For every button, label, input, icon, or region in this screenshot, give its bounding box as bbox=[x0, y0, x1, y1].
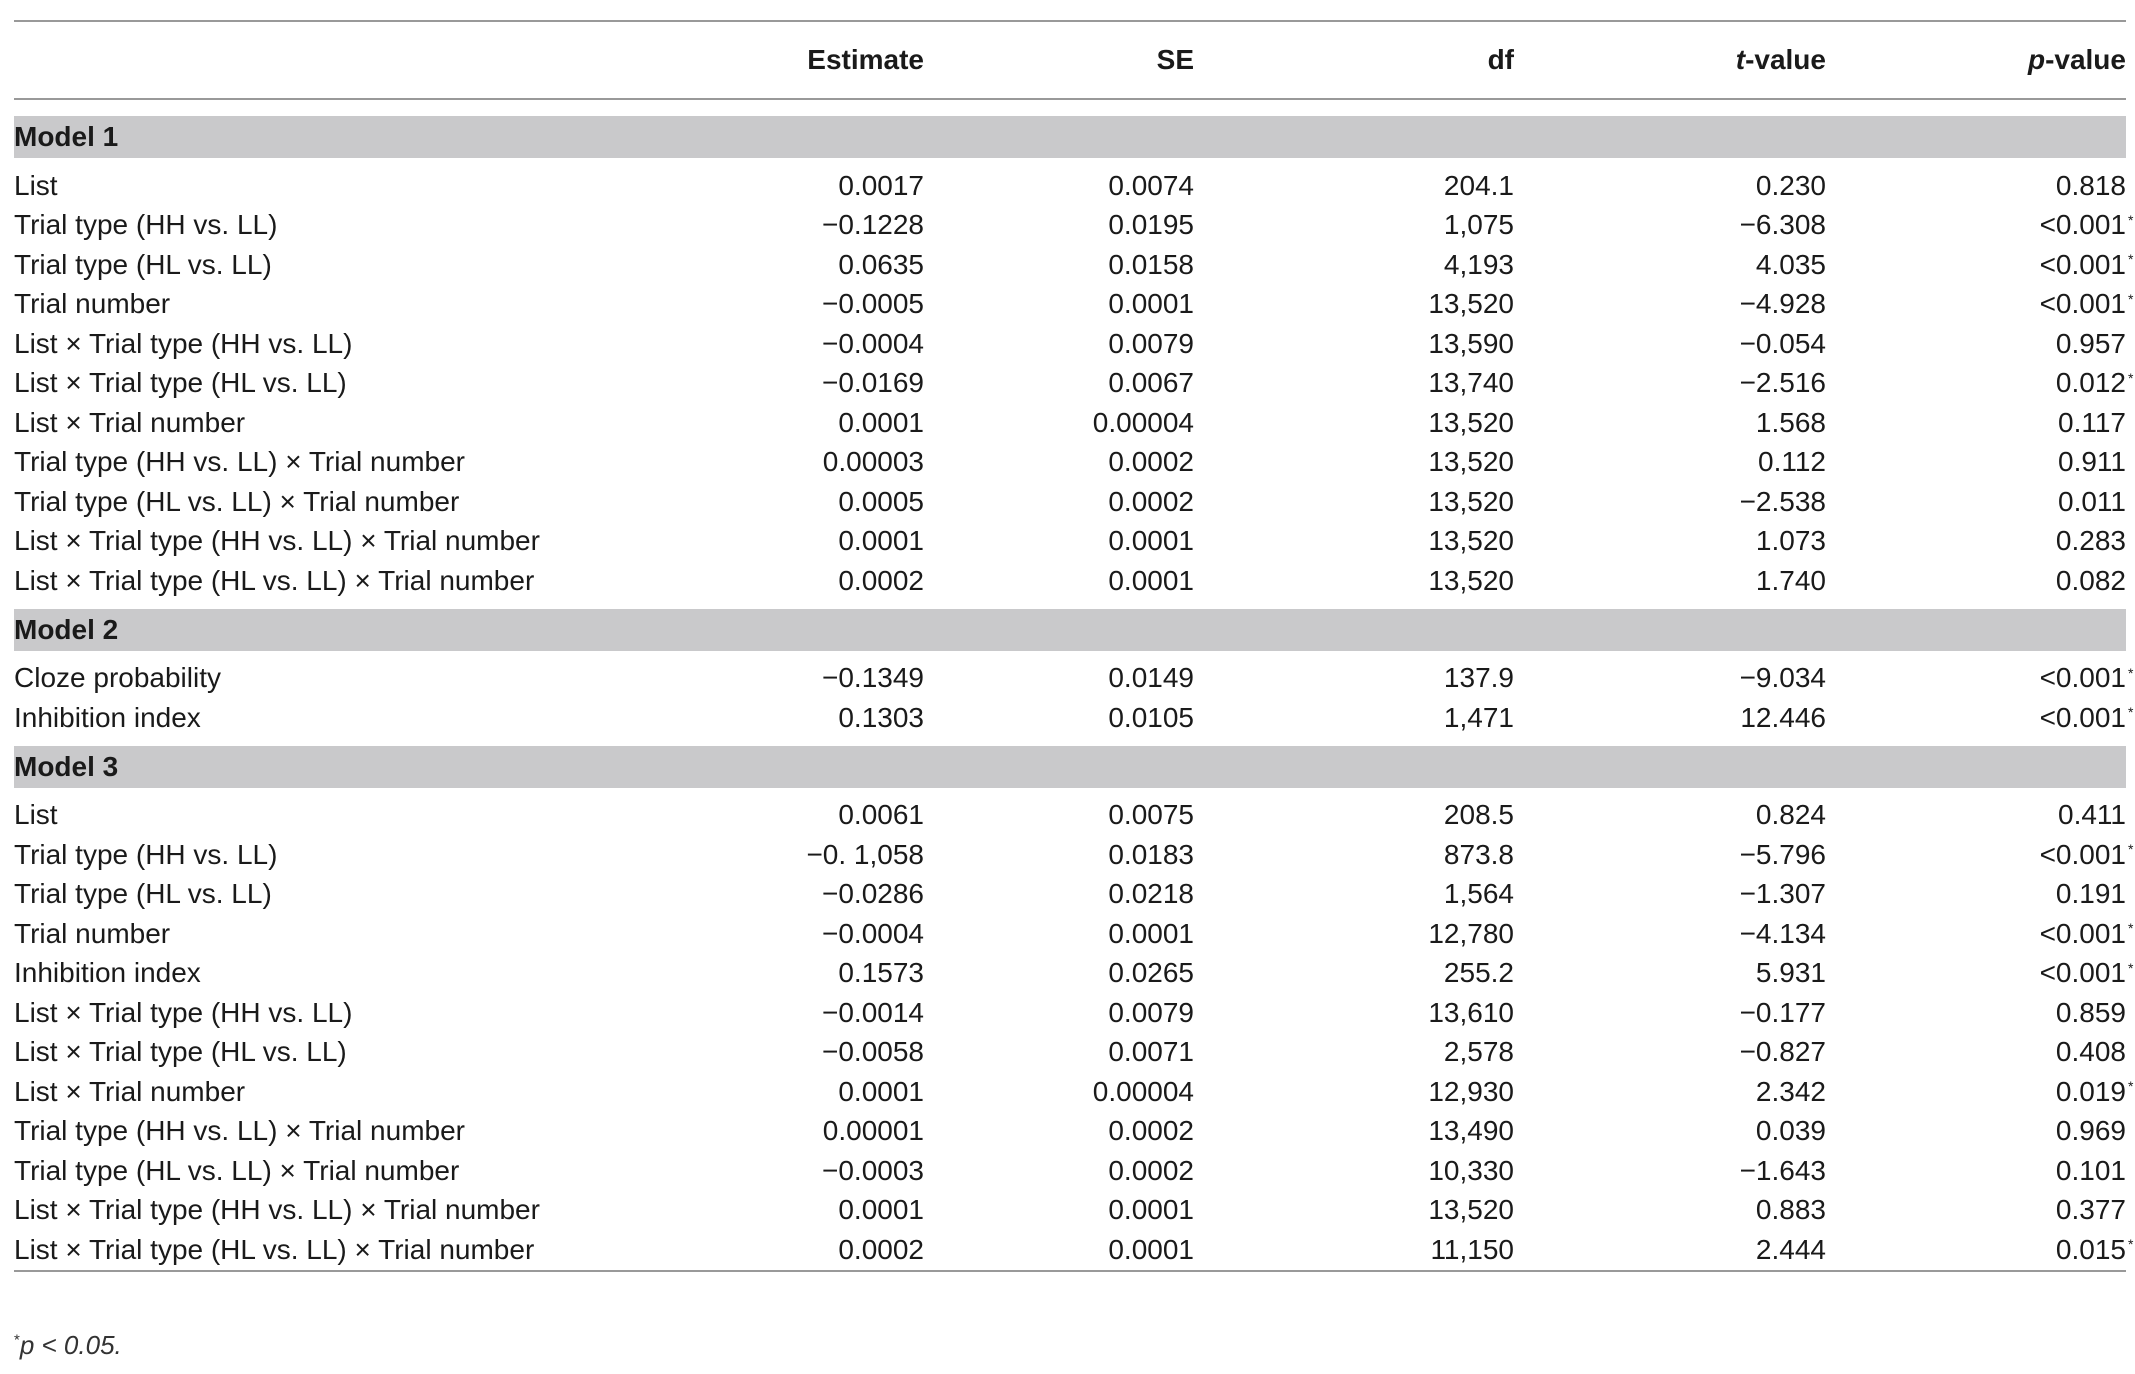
se-cell: 0.0195 bbox=[1108, 209, 1194, 241]
t-value-cell: 4.035 bbox=[1755, 248, 1826, 280]
row-label: Trial type (HH vs. LL) bbox=[14, 838, 278, 870]
significance-marker: * bbox=[2128, 1236, 2134, 1252]
estimate-cell: 0.1573 bbox=[838, 957, 924, 989]
df-cell: 2,578 bbox=[1443, 1036, 1514, 1068]
model-section-header bbox=[14, 609, 2126, 651]
table-row bbox=[14, 698, 2126, 738]
p-value-text: 0.015 bbox=[2055, 1233, 2126, 1265]
p-value-text: 0.377 bbox=[2055, 1194, 2126, 1226]
spacer-cell bbox=[14, 601, 2126, 609]
p-value-cell bbox=[1826, 443, 2126, 483]
row-label: List × Trial type (HH vs. LL) × Trial number bbox=[14, 525, 540, 557]
footnote bbox=[14, 1330, 122, 1361]
df-cell: 13,590 bbox=[1428, 327, 1514, 359]
t-value-cell: 0.824 bbox=[1755, 799, 1826, 831]
df-cell: 13,520 bbox=[1428, 288, 1514, 320]
footnote-marker: * bbox=[14, 1331, 20, 1349]
table-row bbox=[14, 1230, 2126, 1271]
header-t-rest: -value bbox=[1745, 44, 1826, 75]
p-value-text: 0.019 bbox=[2055, 1075, 2126, 1107]
header-p-italic: p bbox=[2027, 44, 2046, 75]
row-label: Trial type (HH vs. LL) × Trial number bbox=[14, 446, 465, 478]
model-section-header bbox=[14, 746, 2126, 788]
p-value-text: 0.859 bbox=[2055, 996, 2126, 1028]
estimate-cell: −0. 1,058 bbox=[806, 838, 924, 870]
t-value-cell: −1.643 bbox=[1739, 1154, 1826, 1186]
se-cell: 0.0001 bbox=[1108, 1194, 1194, 1226]
se-cell: 0.0265 bbox=[1108, 957, 1194, 989]
p-value-text: <0.001 bbox=[2039, 917, 2126, 949]
p-value-cell bbox=[1826, 245, 2134, 285]
t-value-cell: 0.230 bbox=[1755, 169, 1826, 201]
table-row bbox=[14, 796, 2126, 836]
df-cell: 13,520 bbox=[1428, 1194, 1514, 1226]
estimate-cell: −0.0169 bbox=[822, 367, 924, 399]
se-cell: 0.0074 bbox=[1108, 169, 1194, 201]
se-cell: 0.00004 bbox=[1092, 1075, 1194, 1107]
table-row bbox=[14, 1072, 2126, 1112]
estimate-cell: −0.1228 bbox=[822, 209, 924, 241]
p-value-cell bbox=[1826, 993, 2126, 1033]
table-row bbox=[14, 482, 2126, 522]
df-cell: 13,520 bbox=[1428, 446, 1514, 478]
row-label: Trial type (HH vs. LL) × Trial number bbox=[14, 1115, 465, 1147]
significance-marker: * bbox=[2128, 1078, 2134, 1094]
row-label: Trial number bbox=[14, 917, 171, 949]
table-row bbox=[14, 522, 2126, 562]
significance-marker: * bbox=[2128, 920, 2134, 936]
table-row bbox=[14, 835, 2126, 875]
row-label: List × Trial number bbox=[14, 1075, 246, 1107]
spacer bbox=[14, 738, 2126, 746]
se-cell: 0.0079 bbox=[1108, 327, 1194, 359]
header-estimate: Estimate bbox=[674, 21, 924, 99]
row-label: List bbox=[14, 169, 58, 201]
estimate-cell: −0.0004 bbox=[822, 917, 924, 949]
p-value-cell bbox=[1826, 914, 2134, 954]
table-row bbox=[14, 166, 2126, 206]
df-cell: 11,150 bbox=[1194, 1230, 1514, 1271]
estimate-cell: 0.0635 bbox=[838, 248, 924, 280]
p-value-cell bbox=[1826, 482, 2126, 522]
t-value-cell: −6.308 bbox=[1739, 209, 1826, 241]
t-value-cell: 5.931 bbox=[1755, 957, 1826, 989]
estimate-cell: 0.0001 bbox=[838, 525, 924, 557]
p-value-text: 0.011 bbox=[2058, 485, 2126, 517]
p-value-text: <0.001 bbox=[2039, 248, 2126, 280]
df-cell: 1,471 bbox=[1443, 701, 1514, 733]
estimate-cell: −0.0005 bbox=[822, 288, 924, 320]
se-cell: 0.0158 bbox=[1108, 248, 1194, 280]
df-cell: 13,520 bbox=[1428, 525, 1514, 557]
significance-marker: * bbox=[2128, 959, 2134, 976]
spacer-cell bbox=[14, 158, 2126, 166]
t-value-cell: −4.928 bbox=[1739, 288, 1826, 320]
estimate-cell: 0.0002 bbox=[674, 1230, 924, 1271]
p-value-cell bbox=[1826, 1112, 2126, 1152]
estimate-cell: −0.0286 bbox=[822, 878, 924, 910]
table-row bbox=[14, 1191, 2126, 1231]
table-row bbox=[14, 245, 2126, 285]
se-cell: 0.0001 bbox=[1108, 917, 1194, 949]
df-cell: 13,520 bbox=[1428, 564, 1514, 596]
df-cell: 10,330 bbox=[1428, 1154, 1514, 1186]
p-value-text: 0.191 bbox=[2055, 878, 2126, 910]
header-df: df bbox=[1194, 21, 1514, 99]
t-value-cell: −0.054 bbox=[1739, 327, 1826, 359]
p-value-cell bbox=[1826, 522, 2126, 562]
p-value-text: <0.001 bbox=[2039, 662, 2126, 694]
p-value-text: 0.911 bbox=[2058, 446, 2126, 478]
significance-marker: * bbox=[2128, 664, 2134, 681]
spacer bbox=[14, 788, 2126, 796]
row-label: List × Trial type (HL vs. LL) bbox=[14, 367, 347, 399]
row-label: Trial type (HL vs. LL) bbox=[14, 878, 272, 910]
p-value-text: <0.001 bbox=[2039, 957, 2126, 989]
p-value-cell bbox=[1826, 285, 2134, 325]
df-cell: 12,780 bbox=[1428, 917, 1514, 949]
estimate-cell: −0.0003 bbox=[822, 1154, 924, 1186]
p-value-cell bbox=[1826, 206, 2134, 246]
row-label: List × Trial type (HH vs. LL) × Trial number bbox=[14, 1194, 540, 1226]
header-t-italic: t bbox=[1735, 44, 1746, 75]
spacer-cell bbox=[14, 99, 2126, 116]
t-value-cell: 1.568 bbox=[1755, 406, 1826, 438]
se-cell: 0.0001 bbox=[1108, 525, 1194, 557]
table-row bbox=[14, 324, 2126, 364]
significance-marker: * bbox=[2128, 841, 2134, 857]
estimate-cell: −0.0058 bbox=[822, 1036, 924, 1068]
estimate-cell: 0.0002 bbox=[838, 564, 924, 596]
se-cell: 0.0002 bbox=[1108, 1154, 1194, 1186]
p-value-text: 0.818 bbox=[2055, 169, 2126, 201]
p-value-cell bbox=[1826, 659, 2134, 699]
se-cell: 0.0002 bbox=[1108, 446, 1194, 478]
t-value-cell: −0.177 bbox=[1739, 996, 1826, 1028]
estimate-cell: 0.0017 bbox=[838, 169, 924, 201]
df-cell: 13,610 bbox=[1428, 996, 1514, 1028]
p-value-cell bbox=[1826, 1191, 2126, 1231]
p-value-cell bbox=[1826, 166, 2126, 206]
table-header bbox=[14, 21, 2126, 99]
p-value-cell bbox=[1826, 698, 2134, 738]
t-value-cell: −2.516 bbox=[1739, 367, 1826, 399]
df-cell: 13,520 bbox=[1428, 485, 1514, 517]
table-row bbox=[14, 954, 2126, 994]
p-value-cell bbox=[1826, 1151, 2126, 1191]
estimate-cell: 0.0005 bbox=[838, 485, 924, 517]
t-value-cell: 0.039 bbox=[1755, 1115, 1826, 1147]
t-value-cell: 1.073 bbox=[1755, 525, 1826, 557]
table-row bbox=[14, 443, 2126, 483]
table-row bbox=[14, 561, 2126, 601]
estimate-cell: −0.1349 bbox=[822, 662, 924, 694]
table-body bbox=[14, 99, 2134, 1271]
footnote-text: p < 0.05. bbox=[19, 1330, 122, 1360]
significance-marker: * bbox=[2128, 369, 2134, 386]
header-p-value bbox=[1826, 21, 2126, 99]
table-row bbox=[14, 403, 2126, 443]
se-cell: 0.0183 bbox=[1108, 838, 1194, 870]
se-cell: 0.00004 bbox=[1092, 406, 1194, 438]
p-value-text: 0.012 bbox=[2055, 367, 2126, 399]
p-value-cell bbox=[1826, 324, 2126, 364]
se-cell: 0.0001 bbox=[924, 1230, 1194, 1271]
se-cell: 0.0001 bbox=[1108, 564, 1194, 596]
t-value-cell: −2.538 bbox=[1739, 485, 1826, 517]
estimate-cell: −0.0004 bbox=[822, 327, 924, 359]
row-label: Trial type (HL vs. LL) × Trial number bbox=[14, 485, 460, 517]
row-label: Trial type (HL vs. LL) × Trial number bbox=[14, 1154, 460, 1186]
t-value-cell: 2.444 bbox=[1514, 1230, 1826, 1271]
model-section-header bbox=[14, 116, 2126, 158]
estimate-cell: 0.0001 bbox=[838, 1075, 924, 1107]
se-cell: 0.0067 bbox=[1108, 367, 1194, 399]
table-row bbox=[14, 875, 2126, 915]
p-value-text: 0.408 bbox=[2055, 1036, 2126, 1068]
p-value-text: 0.411 bbox=[2058, 799, 2126, 831]
p-value-cell bbox=[1826, 1072, 2134, 1112]
df-cell: 255.2 bbox=[1443, 957, 1514, 989]
model-title: Model 2 bbox=[14, 609, 2126, 651]
row-label: List × Trial type (HH vs. LL) bbox=[14, 327, 353, 359]
header-label bbox=[14, 21, 674, 99]
se-cell: 0.0002 bbox=[1108, 485, 1194, 517]
row-label: Inhibition index bbox=[14, 701, 201, 733]
p-value-cell bbox=[1826, 835, 2134, 875]
table-row bbox=[14, 1033, 2126, 1073]
p-value-cell bbox=[1826, 561, 2126, 601]
spacer bbox=[14, 158, 2126, 166]
df-cell: 13,490 bbox=[1428, 1115, 1514, 1147]
significance-marker: * bbox=[2128, 704, 2134, 720]
df-cell: 208.5 bbox=[1443, 799, 1514, 831]
header-t-value bbox=[1514, 21, 1826, 99]
spacer bbox=[14, 651, 2126, 659]
header-p-rest: -value bbox=[2045, 44, 2126, 75]
se-cell: 0.0071 bbox=[1108, 1036, 1194, 1068]
t-value-cell: 2.342 bbox=[1755, 1075, 1826, 1107]
t-value-cell: −0.827 bbox=[1739, 1036, 1826, 1068]
p-value-cell bbox=[1826, 875, 2126, 915]
row-label: Trial type (HL vs. LL) bbox=[14, 248, 272, 280]
estimate-cell: 0.0001 bbox=[838, 1194, 924, 1226]
t-value-cell: 12.446 bbox=[1740, 701, 1826, 733]
p-value-cell bbox=[1826, 796, 2126, 836]
estimate-cell: −0.0014 bbox=[822, 996, 924, 1028]
p-value-text: <0.001 bbox=[2039, 209, 2126, 241]
p-value-cell bbox=[1826, 364, 2134, 404]
df-cell: 204.1 bbox=[1443, 169, 1514, 201]
p-value-text: 0.283 bbox=[2055, 525, 2126, 557]
t-value-cell: 1.740 bbox=[1755, 564, 1826, 596]
estimate-cell: 0.1303 bbox=[838, 701, 924, 733]
row-label: List × Trial type (HL vs. LL) bbox=[14, 1036, 347, 1068]
row-label: List × Trial type (HH vs. LL) bbox=[14, 996, 353, 1028]
p-value-text: 0.969 bbox=[2055, 1115, 2126, 1147]
table-row bbox=[14, 914, 2126, 954]
estimate-cell: 0.00003 bbox=[822, 446, 924, 478]
row-label: List bbox=[14, 799, 58, 831]
df-cell: 12,930 bbox=[1428, 1075, 1514, 1107]
t-value-cell: 0.112 bbox=[1758, 446, 1826, 478]
estimate-cell: 0.0061 bbox=[838, 799, 924, 831]
t-value-cell: −4.134 bbox=[1739, 917, 1826, 949]
t-value-cell: −1.307 bbox=[1739, 878, 1826, 910]
model-title: Model 3 bbox=[14, 746, 2126, 788]
row-label: Cloze probability bbox=[14, 662, 221, 694]
se-cell: 0.0001 bbox=[1108, 288, 1194, 320]
spacer bbox=[14, 601, 2126, 609]
t-value-cell: 0.883 bbox=[1755, 1194, 1826, 1226]
p-value-cell bbox=[1826, 403, 2126, 443]
df-cell: 4,193 bbox=[1443, 248, 1514, 280]
df-cell: 873.8 bbox=[1443, 838, 1514, 870]
row-label: List × Trial number bbox=[14, 406, 246, 438]
table-row bbox=[14, 659, 2126, 699]
spacer-cell bbox=[14, 788, 2126, 796]
se-cell: 0.0218 bbox=[1108, 878, 1194, 910]
p-value-cell bbox=[1826, 954, 2134, 994]
spacer bbox=[14, 99, 2126, 116]
table-row bbox=[14, 1151, 2126, 1191]
t-value-cell: −9.034 bbox=[1739, 662, 1826, 694]
table-row bbox=[14, 1112, 2126, 1152]
p-value-text: 0.117 bbox=[2058, 406, 2126, 438]
se-cell: 0.0002 bbox=[1108, 1115, 1194, 1147]
p-value-text: <0.001 bbox=[2039, 838, 2126, 870]
header-se: SE bbox=[924, 21, 1194, 99]
t-value-cell: −5.796 bbox=[1739, 838, 1826, 870]
se-cell: 0.0079 bbox=[1108, 996, 1194, 1028]
row-label: Inhibition index bbox=[14, 957, 201, 989]
results-table bbox=[14, 20, 2134, 1272]
row-label: List × Trial type (HL vs. LL) × Trial number bbox=[14, 1230, 674, 1271]
table-row bbox=[14, 285, 2126, 325]
p-value-text: 0.082 bbox=[2055, 564, 2126, 596]
df-cell: 137.9 bbox=[1443, 662, 1514, 694]
table-row bbox=[14, 364, 2126, 404]
significance-marker: * bbox=[2128, 251, 2134, 267]
estimate-cell: 0.00001 bbox=[822, 1115, 924, 1147]
significance-marker: * bbox=[2128, 211, 2134, 228]
df-cell: 13,520 bbox=[1428, 406, 1514, 438]
p-value-cell bbox=[1826, 1033, 2126, 1073]
table-row bbox=[14, 206, 2126, 246]
se-cell: 0.0105 bbox=[1108, 701, 1194, 733]
row-label: List × Trial type (HL vs. LL) × Trial number bbox=[14, 564, 535, 596]
p-value-text: 0.957 bbox=[2055, 327, 2126, 359]
df-cell: 1,075 bbox=[1443, 209, 1514, 241]
p-value-text: 0.101 bbox=[2055, 1154, 2126, 1186]
p-value-cell bbox=[1826, 1230, 2134, 1271]
table-row bbox=[14, 993, 2126, 1033]
row-label: Trial type (HH vs. LL) bbox=[14, 209, 278, 241]
se-cell: 0.0149 bbox=[1108, 662, 1194, 694]
df-cell: 13,740 bbox=[1428, 367, 1514, 399]
df-cell: 1,564 bbox=[1443, 878, 1514, 910]
spacer-cell bbox=[14, 651, 2126, 659]
p-value-text: <0.001 bbox=[2039, 701, 2126, 733]
estimate-cell: 0.0001 bbox=[838, 406, 924, 438]
spacer-cell bbox=[14, 738, 2126, 746]
se-cell: 0.0075 bbox=[1108, 799, 1194, 831]
model-title: Model 1 bbox=[14, 116, 2126, 158]
significance-marker: * bbox=[2128, 290, 2134, 307]
row-label: Trial number bbox=[14, 288, 171, 320]
p-value-text: <0.001 bbox=[2039, 288, 2126, 320]
